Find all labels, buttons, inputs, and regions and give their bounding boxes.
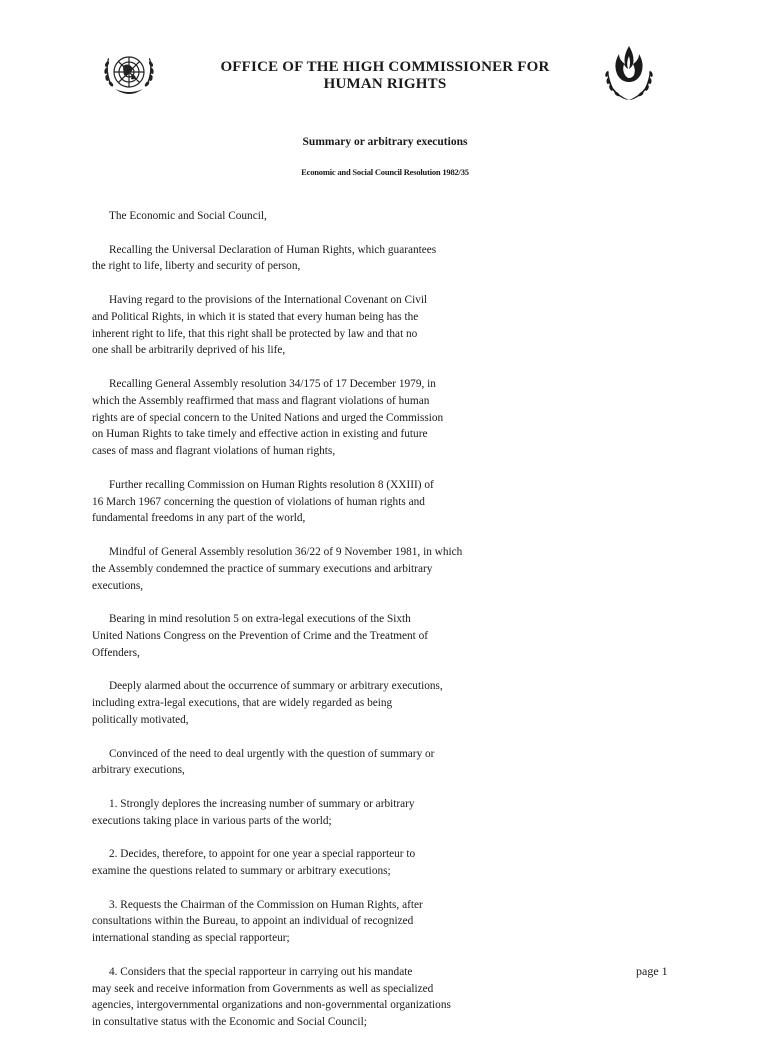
document-subtitle: Economic and Social Council Resolution 1982/35: [301, 167, 469, 177]
page-number: page 1: [636, 964, 668, 978]
paragraph-line: Convinced of the need to deal urgently with the question of summary or: [109, 747, 435, 760]
paragraph: [92, 208, 532, 225]
paragraph-line: Mindful of General Assembly resolution 36/22 of 9 November 1981, in which: [109, 545, 463, 558]
paragraph-line: Recalling the Universal Declaration of Human Rights, which guarantees: [109, 243, 437, 256]
paragraph-line: the Assembly condemned the practice of summary executions and arbitrary: [92, 562, 433, 575]
paragraph-line: fundamental freedoms in any part of the world,: [92, 512, 306, 525]
paragraph-line: 3. Requests the Chairman of the Commission on Human Rights, after: [109, 898, 423, 911]
paragraph: [92, 964, 532, 1031]
paragraph: [92, 897, 532, 947]
paragraph-line: international standing as special rapporteur;: [92, 932, 290, 945]
paragraph: [92, 292, 532, 359]
paragraph-line: may seek and receive information from Governments as well as specialized: [92, 982, 434, 995]
paragraph-line: executions,: [92, 579, 144, 592]
document-body: [92, 208, 532, 1048]
paragraph-line: Recalling General Assembly resolution 34/175 of 17 December 1979, in: [109, 377, 436, 390]
paragraph-line: cases of mass and flagrant violations of human rights,: [92, 445, 336, 458]
paragraph: [92, 242, 532, 276]
paragraph-line: arbitrary executions,: [92, 764, 185, 777]
paragraph: [92, 611, 532, 661]
paragraph-line: Further recalling Commission on Human Rights resolution 8 (XXIII) of: [109, 478, 434, 491]
paragraph: [92, 477, 532, 527]
paragraph-line: 4. Considers that the special rapporteur in carrying out his mandate: [109, 965, 413, 978]
office-title-line1: OFFICE OF THE HIGH COMMISSIONER FOR: [220, 59, 550, 75]
paragraph-line: Deeply alarmed about the occurrence of summary or arbitrary executions,: [109, 680, 443, 693]
paragraph-line: inherent right to life, that this right shall be protected by law and that no: [92, 327, 418, 340]
paragraph-line: Bearing in mind resolution 5 on extra-legal executions of the Sixth: [109, 613, 411, 626]
paragraph-line: in consultative status with the Economic and Social Council;: [92, 1016, 367, 1029]
paragraph-line: examine the questions related to summary or arbitrary executions;: [92, 865, 391, 878]
paragraph-line: 16 March 1967 concerning the question of violations of human rights and: [92, 495, 425, 508]
paragraph-line: politically motivated,: [92, 713, 189, 726]
paragraph-line: including extra-legal executions, that are widely regarded as being: [92, 697, 393, 710]
human-rights-flame-icon: [600, 40, 658, 104]
paragraph-line: The Economic and Social Council,: [109, 210, 267, 222]
office-title: [180, 59, 590, 93]
paragraph-line: one shall be arbitrarily deprived of his life,: [92, 344, 286, 357]
paragraph-line: rights are of special concern to the United Nations and urged the Commission: [92, 411, 444, 424]
paragraph-line: Having regard to the provisions of the International Covenant on Civil: [109, 293, 428, 306]
un-emblem-icon: [98, 44, 160, 104]
document-title: Summary or arbitrary executions: [302, 136, 468, 148]
paragraph-line: 1. Strongly deplores the increasing number of summary or arbitrary: [109, 797, 415, 810]
paragraph: [92, 376, 532, 460]
paragraph-line: executions taking place in various parts of the world;: [92, 814, 332, 827]
paragraph-line: 2. Decides, therefore, to appoint for one year a special rapporteur to: [109, 848, 416, 861]
paragraph-line: and Political Rights, in which it is stated that every human being has the: [92, 310, 419, 323]
paragraph-line: on Human Rights to take timely and effective action in existing and future: [92, 428, 428, 441]
paragraph: [92, 796, 532, 830]
paragraph: [92, 678, 532, 728]
office-title-line2: HUMAN RIGHTS: [323, 76, 447, 92]
paragraph: [92, 846, 532, 880]
paragraph-line: Offenders,: [92, 646, 140, 659]
paragraph: [92, 544, 532, 594]
paragraph-line: agencies, intergovernmental organizations and non-governmental organizations: [92, 999, 451, 1012]
paragraph-line: United Nations Congress on the Prevention of Crime and the Treatment of: [92, 629, 429, 642]
paragraph-line: the right to life, liberty and security of person,: [92, 260, 301, 273]
paragraph: [92, 746, 532, 780]
paragraph-line: which the Assembly reaffirmed that mass and flagrant violations of human: [92, 394, 430, 407]
paragraph-line: consultations within the Bureau, to appoint an individual of recognized: [92, 915, 414, 928]
